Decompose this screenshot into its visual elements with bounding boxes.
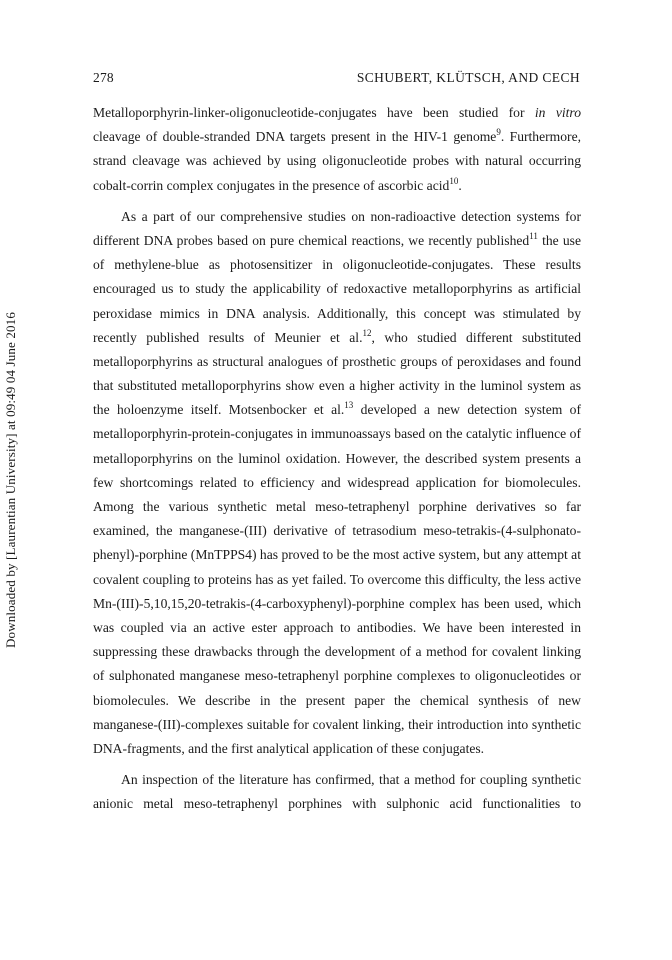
text-line: of sulphonated manganese meso-tetraphenyl porphine complexes to oligonucleotides or (93, 668, 581, 684)
text-line: cleavage of double-stranded DNA targets present in the HIV-1 genome$^9$. Furthermore, (93, 127, 581, 145)
text-line: the holoenzyme itself. Motsenbocker et al.$^{13}$ developed a new detection system of (93, 400, 582, 418)
download-notice (0, 310, 22, 650)
text-line: anionic metal meso-tetraphenyl porphines with sulphonic acid functionalities to (93, 796, 581, 812)
text-line: Metalloporphyrin-linker-oligonucleotide-conjugates have been studied for in vitro (93, 105, 581, 120)
text-line: peroxidase mimics in DNA analysis. Additionally, this concept was stimulated by (93, 305, 581, 321)
reference-superscript: 9 (496, 127, 501, 138)
reference-superscript: 11 (529, 230, 538, 241)
paragraph-3 (93, 768, 581, 816)
text-line: recently published results of Meunier et al.$^{12}$, who studied different substituted (93, 327, 581, 345)
download-notice-text: Downloaded by [Laurentian University] at 09:49 04 June 2016 (3, 312, 18, 648)
text-line: was coupled via an active ester approach to antibodies. We have been interested in (93, 619, 581, 635)
paragraph-1 (93, 101, 581, 198)
text-line: An inspection of the literature has confirmed, that a method for coupling synthetic (121, 772, 581, 788)
italic-term: in vitro (534, 105, 581, 120)
text-line: examined, the manganese-(III) derivative of tetrasodium meso-tetrakis-(4-sulphonato- (93, 523, 581, 539)
reference-superscript: 12 (362, 327, 372, 338)
text-line: metalloporphyrins as structural analogues of prosthetic groups of peroxidases and found (93, 353, 581, 369)
text-line: DNA-fragments, and the first analytical application of these conjugates. (93, 740, 485, 756)
text-line: suppressing these drawbacks through the development of a method for covalent linking (93, 644, 581, 660)
text-line: As a part of our comprehensive studies on non-radioactive detection systems for (121, 208, 581, 224)
text-line: that substituted metalloporphyrins show even a higher activity in the luminol system as (93, 378, 581, 394)
page-number: 278 (93, 70, 114, 85)
paragraph-2 (93, 205, 581, 761)
text-line: encouraged us to study the applicability of redoxactive metalloporphyrins as artificial (93, 281, 581, 297)
text-line: few shortcomings related to efficiency and widespread application for biomolecules. (93, 474, 581, 490)
text-line: metalloporphyrin-protein-conjugates in immunoassays based on the catalytic influence of (93, 426, 581, 442)
text-line: covalent coupling to proteins has as yet failed. To overcome this difficulty, the less active (93, 571, 581, 587)
text-line: cobalt-corrin complex conjugates in the presence of ascorbic acid$^{10}$. (93, 175, 462, 193)
text-line: phenyl)-porphine (MnTPPS4) has proved to be the most active system, but any attempt at (93, 547, 581, 563)
running-head: SCHUBERT, KLÜTSCH, AND CECH (356, 70, 580, 85)
reference-superscript: 10 (449, 175, 459, 186)
text-line: Among the various synthetic metal meso-tetraphenyl porphine derivatives so far (93, 499, 581, 514)
text-line: manganese-(III)-complexes suitable for covalent linking, their introduction into synthetic (93, 716, 581, 732)
reference-superscript: 13 (344, 400, 354, 411)
text-line: strand cleavage was achieved by using oligonucleotide probes with natural occurring (93, 153, 581, 169)
text-line: biomolecules. We describe in the present paper the chemical synthesis of new (93, 692, 581, 708)
text-line: metalloporphyrins on the luminol oxidation. However, the described system presents a (93, 450, 581, 466)
text-line: Mn-(III)-5,10,15,20-tetrakis-(4-carboxyphenyl)-porphine complex has been used, which (93, 595, 581, 611)
text-line: of methylene-blue as photosensitizer in oligonucleotide-conjugates. These results (93, 257, 581, 273)
article-body (93, 101, 581, 816)
text-line: different DNA probes based on pure chemical reactions, we recently published$^{11}$ the use (93, 230, 582, 248)
